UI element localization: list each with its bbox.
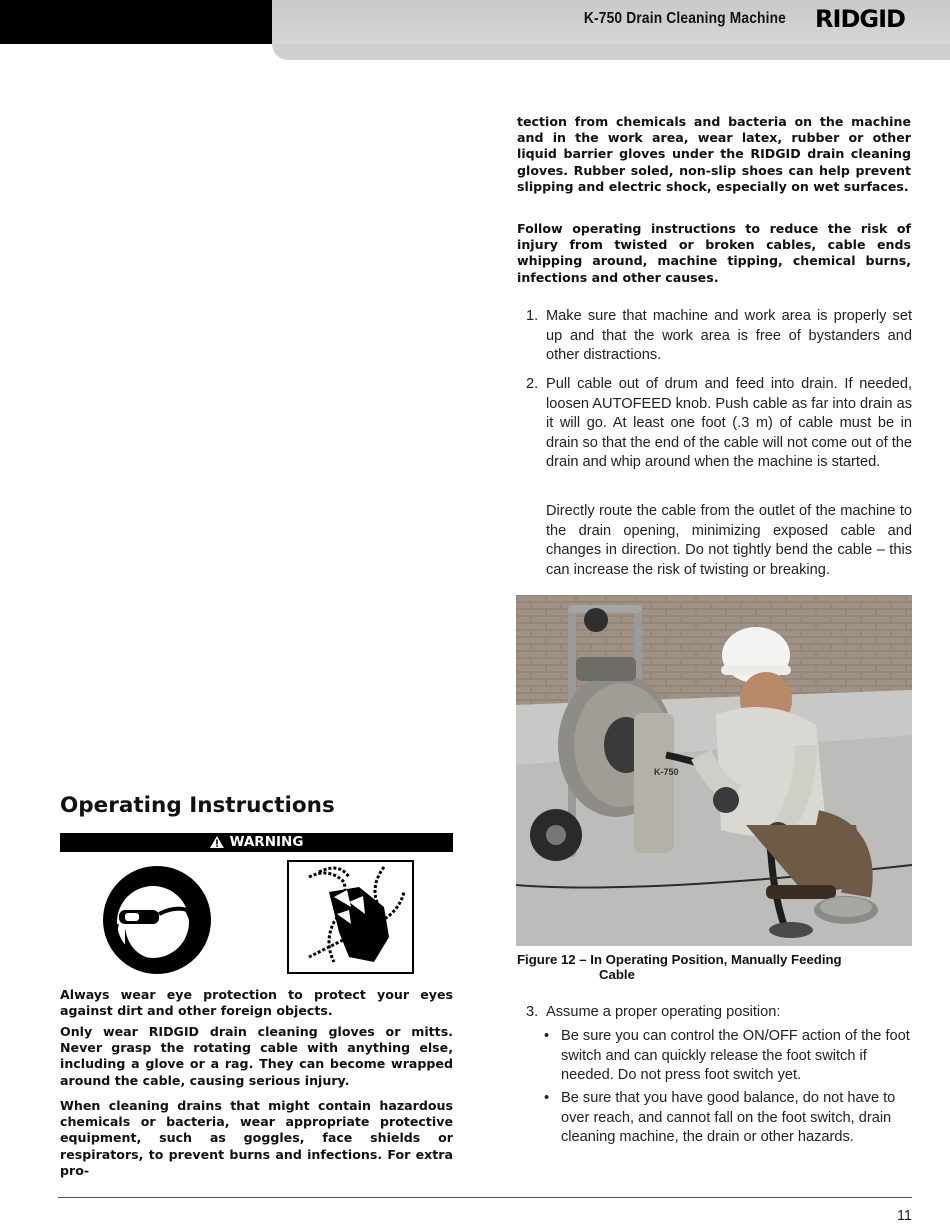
step-text: Make sure that machine and work area is properly set up and that the work area is free of bystanders and other distractions. xyxy=(546,308,912,363)
page-number: 11 xyxy=(896,1208,912,1224)
glove-warning-icon xyxy=(287,860,414,974)
photo-illustration xyxy=(516,595,912,946)
step-number: 3. xyxy=(526,1004,539,1020)
section-heading: Operating Instructions xyxy=(60,793,335,818)
document-title: K-750 Drain Cleaning Machine xyxy=(583,10,786,27)
warning-label: WARNING xyxy=(229,834,304,850)
step-1 xyxy=(520,307,912,366)
header-black-band xyxy=(0,0,272,44)
hand-cable-icon xyxy=(289,862,412,972)
eye-protection-paragraph: Always wear eye protection to protect your eyes against dirt and other foreign objects. xyxy=(60,987,453,1019)
eye-protection-icon xyxy=(103,866,211,974)
operating-position-photo xyxy=(516,595,912,946)
caption-line-1: Figure 12 – In Operating Position, Manually Feeding xyxy=(517,952,842,967)
warning-bar xyxy=(60,833,453,852)
step-number: 1. xyxy=(526,308,539,324)
step-text: Assume a proper operating position: xyxy=(546,1004,781,1020)
bullet-balance xyxy=(544,1089,912,1148)
bullet-text: Be sure that you have good balance, do not have to over reach, and cannot fall on the foot switch, drain cleaning machine, the drain or other hazards. xyxy=(561,1090,896,1145)
step-2 xyxy=(520,375,912,473)
machine-label: K-750 xyxy=(654,767,679,777)
step-number: 2. xyxy=(526,376,539,392)
step-3 xyxy=(520,1003,912,1023)
ridgid-logo-text: RIDGID xyxy=(815,5,905,33)
hazardous-drains-paragraph: When cleaning drains that might contain hazardous chemicals or bacteria, wear appropriate protective equipment, such as goggles, face shields or respirators, to prevent burns and infections. For extra pro- xyxy=(60,1098,453,1178)
footer-rule xyxy=(58,1197,912,1198)
step-text: Pull cable out of drum and feed into drain. If needed, loosen AUTOFEED knob. Push cable as far into drain as it will go. At least one foot (.3 m) of cable must be in drain so that the end of the cable will not come out of the drain and whip around when the machine is started. xyxy=(546,376,912,470)
caption-line-2: Cable xyxy=(599,967,635,982)
bullet-dot: • xyxy=(544,1028,550,1044)
bullet-dot: • xyxy=(544,1090,550,1106)
header-grey-tab xyxy=(272,44,950,60)
bullet-foot-switch xyxy=(544,1027,912,1086)
gloves-paragraph: Only wear RIDGID drain cleaning gloves or mitts. Never grasp the rotating cable with anything else, including a glove or a rag. They can become wrapped around the cable, causing serious injury. xyxy=(60,1024,453,1088)
step-2-routing-note xyxy=(520,502,912,580)
ridgid-logo xyxy=(806,4,914,34)
ppe-continued-paragraph: tection from chemicals and bacteria on the machine and in the work area, wear latex, rubber or other liquid barrier gloves under the RIDGID drain cleaning gloves. Rubber soled, non-slip shoes can help prevent slipping and electric shock, especially on wet surfaces. xyxy=(517,114,911,194)
step-text: Directly route the cable from the outlet of the machine to the drain opening, minimizing exposed cable and changes in direction. Do not tightly bend the cable – this can increase the risk of twisting or breaking. xyxy=(546,503,912,578)
follow-instructions-paragraph: Follow operating instructions to reduce the risk of injury from twisted or broken cables, cable ends whipping around, machine tipping, chemical burns, infections and other causes. xyxy=(517,221,911,285)
warning-triangle-icon xyxy=(210,836,224,848)
bullet-text: Be sure you can control the ON/OFF action of the foot switch and can quickly release the foot switch if needed. Do not press foot switch yet. xyxy=(561,1028,910,1083)
figure-12-caption xyxy=(517,952,911,982)
